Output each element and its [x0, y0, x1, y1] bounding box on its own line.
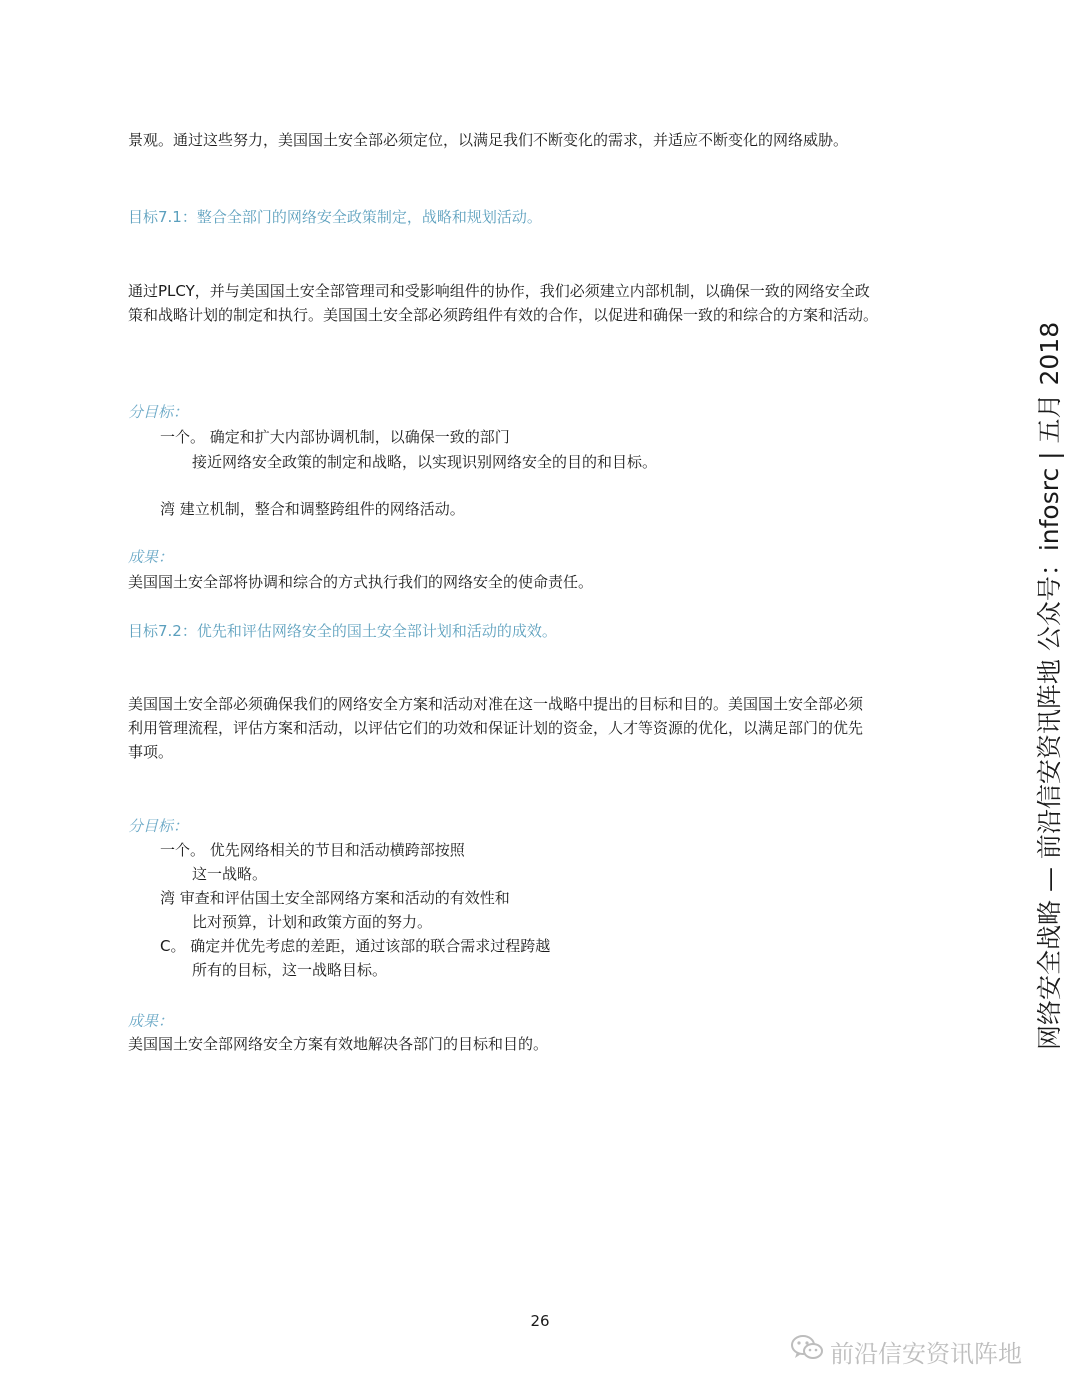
goal-7-2-subgoal-b-line-1: 湾 审查和评估国土安全部网络方案和活动的有效性和	[160, 889, 510, 907]
goal-7-1-subgoal-a-line-2: 接近网络安全政策的制定和战略，以实现识别网络安全的目的和目标。	[192, 453, 658, 471]
goal-7-2-para-line-1: 美国国土安全部必须确保我们的网络安全方案和活动对准在这一战略中提出的目标和目的。美国国土安全部必须	[128, 695, 864, 713]
goal-7-2-subgoal-a-line-1: 一个。 优先网络相关的节目和活动横跨部按照	[160, 841, 465, 859]
watermark-text: 前沿信安资讯阵地	[830, 1339, 1022, 1368]
intro-line: 景观。通过这些努力，美国国土安全部必须定位，以满足我们不断变化的需求，并适应不断变化的网络威胁。	[128, 131, 849, 149]
goal-7-1-subgoals-label: 分目标：	[128, 403, 189, 421]
sidebar-vertical-title: 网络安全战略 — 前沿信安资讯阵地 公众号：infosrc | 五月 2018	[1035, 321, 1064, 1050]
goal-7-1-subgoal-a-line-1: 一个。 确定和扩大内部协调机制，以确保一致的部门	[160, 428, 510, 446]
goal-7-1-para-line-2: 策和战略计划的制定和执行。美国国土安全部必须跨组件有效的合作，以促进和确保一致的和综合的方案和活动。	[128, 306, 879, 324]
goal-7-2-para-line-2: 利用管理流程，评估方案和活动，以评估它们的功效和保证计划的资金，人才等资源的优化，以满足部门的优先	[128, 719, 864, 737]
goal-7-1-para-line-1: 通过PLCY，并与美国国土安全部管理司和受影响组件的协作，我们必须建立内部机制，以确保一致的网络安全政	[128, 282, 870, 300]
goal-7-2-subgoal-c-line-1: C。 确定并优先考虑的差距，通过该部的联合需求过程跨越	[160, 937, 551, 955]
goal-7-1-heading: 目标7.1：整合全部门的网络安全政策制定，战略和规划活动。	[128, 208, 542, 226]
wechat-watermark	[790, 1334, 1022, 1368]
goal-7-2-subgoal-c-line-2: 所有的目标，这一战略目标。	[192, 961, 388, 979]
goal-7-1-subgoal-b: 湾 建立机制，整合和调整跨组件的网络活动。	[160, 500, 465, 518]
goal-7-2-outcome-label: 成果：	[128, 1012, 174, 1030]
goal-7-2-outcome-text: 美国国土安全部网络安全方案有效地解决各部门的目标和目的。	[128, 1035, 549, 1053]
page-number: 26	[530, 1312, 550, 1330]
goal-7-2-subgoals-label: 分目标：	[128, 817, 189, 835]
goal-7-2-para-line-3: 事项。	[128, 743, 174, 761]
goal-7-1-outcome-text: 美国国土安全部将协调和综合的方式执行我们的网络安全的使命责任。	[128, 573, 594, 591]
goal-7-2-subgoal-b-line-2: 比对预算，计划和政策方面的努力。	[192, 913, 433, 931]
goal-7-1-outcome-label: 成果：	[128, 548, 174, 566]
goal-7-2-subgoal-a-line-2: 这一战略。	[192, 865, 268, 883]
wechat-icon	[790, 1333, 824, 1369]
goal-7-2-heading: 目标7.2：优先和评估网络安全的国土安全部计划和活动的成效。	[128, 622, 557, 640]
